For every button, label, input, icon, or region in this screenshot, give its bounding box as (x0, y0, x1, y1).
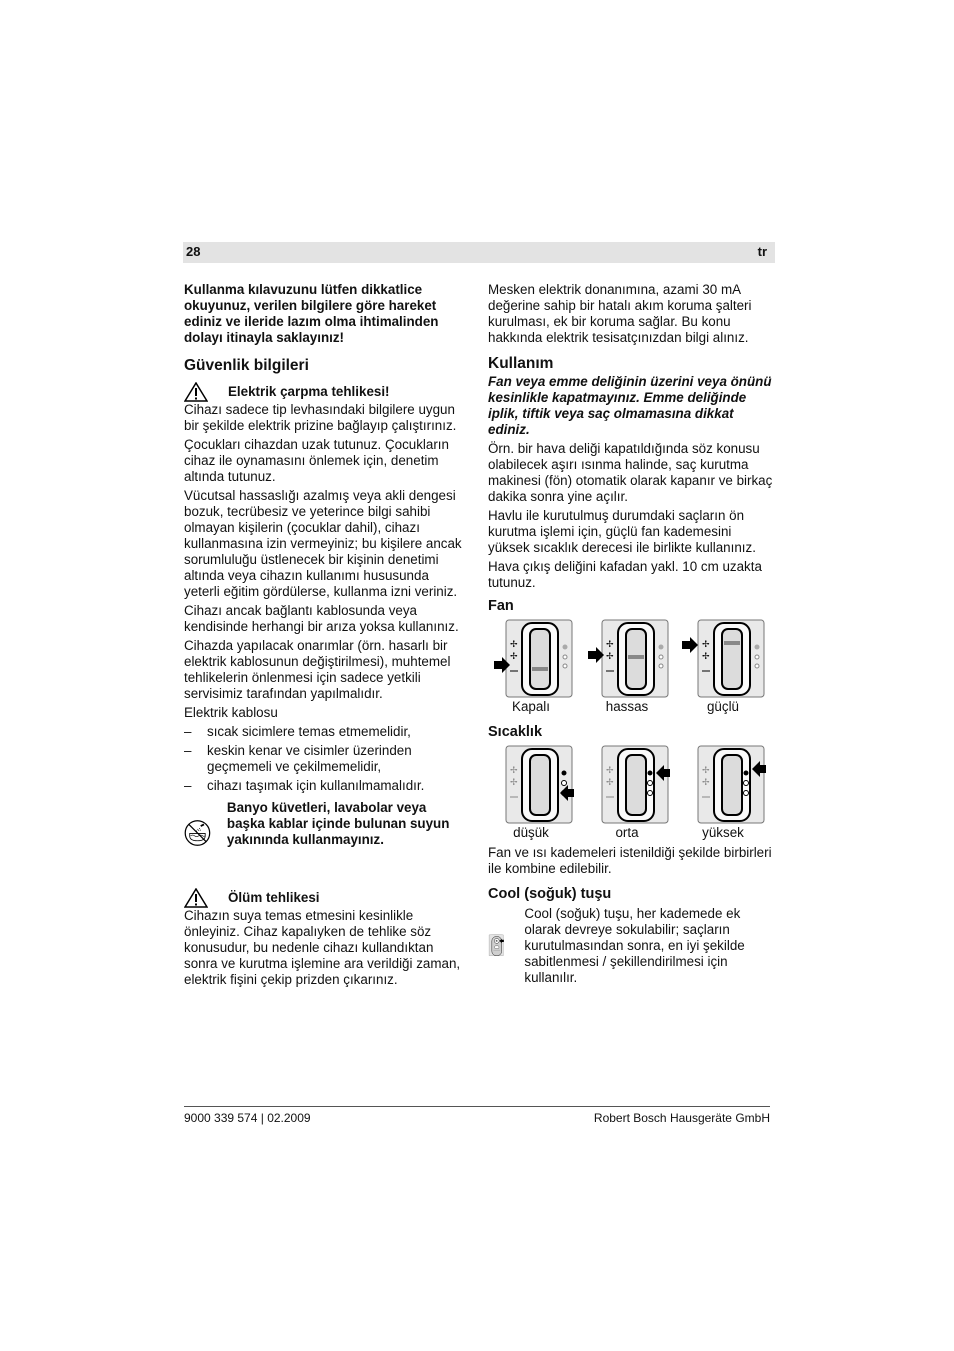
cool-text: Cool (soğuk) tuşu, her kademede ek olarak devreye sokulabilir; saçların kurutulmasından sonra, en iyi şekilde sabitlenmesi / şekillendirilmesi için kullanılır. (524, 906, 745, 985)
heat-figure-low (488, 745, 574, 841)
fan-caption: hassas (605, 699, 649, 714)
list-item: – sıcak sicimlere temas etmemelidir, (184, 724, 466, 740)
cool-heading: Cool (soğuk) tuşu (488, 886, 612, 902)
fan-caption: güçlü (706, 699, 739, 714)
footer-document-number: 9000 339 574 | 02.2009 (184, 1111, 311, 1125)
list-item: – cihazı taşımak için kullanılmamalıdır. (184, 778, 466, 794)
svg-text:✢: ✢ (510, 640, 518, 650)
switch-illustration (488, 619, 574, 699)
cool-button-illustration (488, 906, 504, 984)
cool-section (488, 906, 774, 986)
rcd-paragraph: Mesken elektrik donanımına, azami 30 mA değerine sahip bir hatalı akım koruma şalteri kurulması, ek bir koruma sağlar. Bu konu hakkında elektrik tesisatçınızdan bilgi alınız. (488, 282, 752, 345)
svg-text:✢: ✢ (702, 640, 710, 650)
intro-text: Kullanma kılavuzunu lütfen dikkatlice okuyunuz, verilen bilgilere göre hareket ediniz ve ileride lazım olma ihtimalinden dolayı itinayla saklayınız! (184, 282, 439, 345)
warning-triangle-icon (184, 382, 208, 402)
warning-electric-label: Elektrik çarpma tehlikesi! (228, 384, 390, 399)
svg-text:✢: ✢ (510, 766, 518, 776)
svg-text:✢: ✢ (702, 778, 710, 788)
svg-text:✢: ✢ (606, 766, 614, 776)
safety-paragraph: Cihazı ancak bağlantı kablosunda veya kendisinde herhangi bir arıza yoksa kullanınız. (184, 603, 459, 634)
no-water-icon (184, 800, 211, 866)
cable-list (184, 724, 466, 794)
usage-heading: Kullanım (488, 355, 554, 372)
heat-figure-medium (584, 745, 670, 841)
fan-figure-strong (680, 619, 766, 715)
fan-figures (488, 619, 774, 715)
warning-death (184, 888, 466, 908)
switch-illustration (680, 745, 766, 825)
warning-electric (184, 382, 466, 402)
heat-figures (488, 745, 774, 841)
heat-caption: düşük (513, 825, 549, 840)
svg-text:✢: ✢ (510, 652, 518, 662)
fan-figure-off (488, 619, 574, 715)
usage-paragraph: Örn. bir hava deliği kapatıldığında söz konusu olabilecek aşırı ısınma halinde, saç kurutma makinesi (fön) otomatik olarak kapanır ve birkaç dakika sonra yine açılır. (488, 441, 773, 504)
heat-caption: orta (615, 825, 639, 840)
heat-heading: Sıcaklık (488, 724, 543, 740)
svg-text:❄: ❄ (495, 938, 498, 943)
svg-text:✢: ✢ (606, 778, 614, 788)
svg-text:✢: ✢ (702, 652, 710, 662)
bath-warning-text: Banyo küvetleri, lavabolar veya başka kablar içinde bulunan suyun yakınında kullanmayınız. (226, 800, 450, 847)
safety-paragraph: Vücutsal hassaslığı azalmış veya akli dengesi bozuk, tecrübesiz ve yeterince bilgi sahibi olmayan kişilerin (çocuklar dahil), cihazı kullanmasına izin vermeyiniz; bu kişilere ancak sorumluluğu üstlenecek bir kişinin denetimi altında veya cihazın kullanımı hususunda yeterli eğitim gördülerse, kullanma izni veriniz. (184, 488, 462, 599)
svg-text:✢: ✢ (606, 652, 614, 662)
safety-paragraph: Cihazın suya temas etmesini kesinlikle önleyiniz. Cihaz kapalıyken de tehlike söz konusudur, bu nedenle cihazı kullandıktan sonra ve kurutma işlemine ara verildiği zaman, elektrik fişini çekip prizden çıkarınız. (184, 908, 461, 987)
heat-caption: yüksek (702, 825, 744, 840)
left-column (184, 282, 466, 991)
safety-paragraph: Elektrik kablosu (184, 705, 278, 720)
page-header-bar (183, 242, 775, 263)
safety-paragraph: Çocukları cihazdan uzak tutunuz. Çocukların cihaz ile oynamasını önlemek için, denetim altında tutunuz. (184, 437, 449, 484)
switch-illustration (680, 619, 766, 699)
switch-illustration (584, 619, 670, 699)
safety-paragraph: Cihazı sadece tip levhasındaki bilgilere uygun bir şekilde elektrik prizine bağlayıp çalıştırınız. (184, 402, 457, 433)
svg-text:✢: ✢ (606, 640, 614, 650)
svg-text:✢: ✢ (702, 766, 710, 776)
heat-figure-high (680, 745, 766, 841)
right-column (488, 282, 774, 986)
usage-warning: Fan veya emme deliğinin üzerini veya önünü kesinlikle kapatmayınız. Emme deliğinde iplik, tiftik veya saç olmamasına dikkat ediniz. (488, 374, 772, 437)
warning-death-label: Ölüm tehlikesi (228, 890, 320, 905)
fan-caption: Kapalı (512, 699, 550, 714)
bath-warning (184, 800, 466, 866)
language-code: tr (757, 244, 767, 259)
switch-illustration (488, 745, 574, 825)
safety-paragraph: Cihazda yapılacak onarımlar (örn. hasarlı bir elektrik kablosunun değiştirilmesi), muhtemel tehlikelerin önlenmesi için sadece yetkili servisimiz tarafından yapılmalıdır. (184, 638, 451, 701)
list-item: – keskin kenar ve cisimler üzerinden geçmemeli ve çekilmemelidir, (184, 743, 466, 775)
warning-triangle-icon (184, 888, 208, 908)
usage-paragraph: Havlu ile kurutulmuş durumdaki saçların ön kurutma işlemi için, güçlü fan kademesini yüksek sıcaklık derecesi ile birlikte kullanınız. (488, 508, 756, 555)
fan-heading: Fan (488, 598, 514, 614)
page-number: 28 (186, 244, 201, 259)
safety-heading: Güvenlik bilgileri (184, 357, 309, 374)
footer-rule (184, 1106, 770, 1107)
switch-illustration (584, 745, 670, 825)
combine-paragraph: Fan ve ısı kademeleri istenildiği şekilde birbirleri ile kombine edilebilir. (488, 845, 772, 876)
fan-figure-gentle (584, 619, 670, 715)
usage-paragraph: Hava çıkış deliğini kafadan yakl. 10 cm uzakta tutunuz. (488, 559, 762, 590)
footer-company: Robert Bosch Hausgeräte GmbH (593, 1111, 770, 1125)
svg-text:✢: ✢ (510, 778, 518, 788)
